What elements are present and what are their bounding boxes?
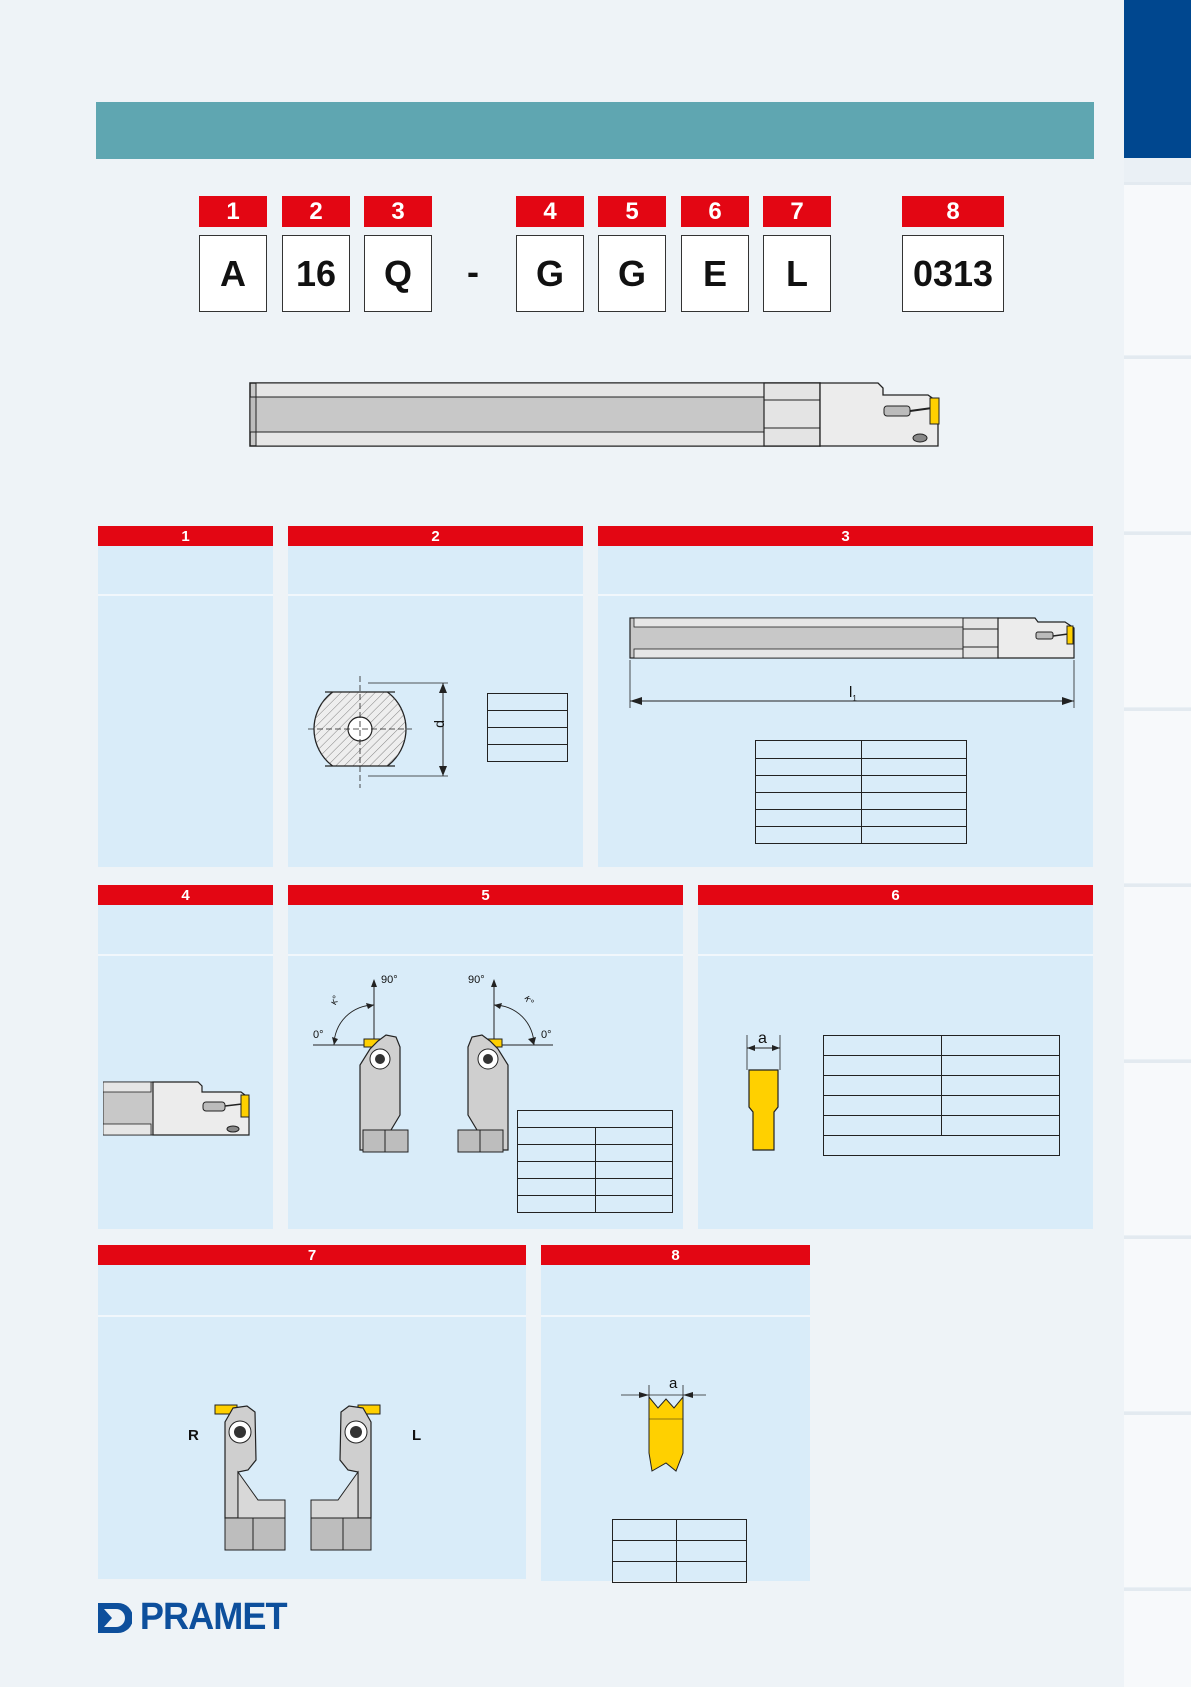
panel-5-divider <box>288 954 683 956</box>
code-value-7: L <box>763 235 831 312</box>
panel-1 <box>98 526 273 867</box>
tool-length-illustration <box>628 616 1088 716</box>
panel-6-table <box>823 1035 1060 1156</box>
code-value-8: 0313 <box>902 235 1004 312</box>
angle-90-left: 90° <box>381 974 398 986</box>
panel-1-divider <box>98 594 273 596</box>
angle-0-left: 0° <box>313 1029 324 1041</box>
side-tab[interactable] <box>1124 532 1191 707</box>
panel-6 <box>698 885 1093 1229</box>
panel-8-divider <box>541 1315 810 1317</box>
shank-cross-section <box>308 666 468 796</box>
label-right-hand: R <box>188 1427 199 1444</box>
hand-of-tool-diagram <box>213 1400 383 1555</box>
code-num-1: 1 <box>199 196 267 227</box>
panel-1-header: 1 <box>98 526 273 546</box>
side-tab[interactable] <box>1124 1588 1191 1687</box>
side-tab[interactable] <box>1124 884 1191 1059</box>
tool-head-detail <box>103 1080 263 1140</box>
code-value-4: G <box>516 235 584 312</box>
side-tab[interactable] <box>1124 1412 1191 1587</box>
dim-d-label: d <box>430 720 447 728</box>
panel-5 <box>288 885 683 1229</box>
panel-6-divider <box>698 954 1093 956</box>
code-num-3: 3 <box>364 196 432 227</box>
code-value-6: E <box>681 235 749 312</box>
panel-8-header: 8 <box>541 1245 810 1265</box>
panel-2-table <box>487 693 568 762</box>
panel-5-header: 5 <box>288 885 683 905</box>
panel-6-header: 6 <box>698 885 1093 905</box>
panel-3-table <box>755 740 967 844</box>
panel-7-divider <box>98 1315 526 1317</box>
code-num-7: 7 <box>763 196 831 227</box>
label-left-hand: L <box>412 1427 422 1444</box>
code-num-2: 2 <box>282 196 350 227</box>
code-value-1: A <box>199 235 267 312</box>
side-tab[interactable] <box>1124 356 1191 531</box>
side-tab[interactable] <box>1124 1060 1191 1235</box>
side-tab-active[interactable] <box>1124 0 1191 158</box>
pramet-logo <box>96 1596 290 1639</box>
groove-width-insert <box>743 1030 793 1155</box>
panel-7-header: 7 <box>98 1245 526 1265</box>
code-num-4: 4 <box>516 196 584 227</box>
panel-3-divider <box>598 594 1093 596</box>
panel-4 <box>98 885 273 1229</box>
panel-8-table <box>612 1519 747 1583</box>
insert-width-diagram <box>621 1383 721 1493</box>
code-num-5: 5 <box>598 196 666 227</box>
panel-5-table <box>517 1110 673 1213</box>
angle-0-right: 0° <box>541 1029 552 1041</box>
boring-bar-illustration <box>248 380 948 450</box>
panel-3-header: 3 <box>598 526 1093 546</box>
side-tab[interactable] <box>1124 182 1191 355</box>
dim-l1-label <box>849 684 857 703</box>
side-tab[interactable] <box>1124 1236 1191 1411</box>
panel-2 <box>288 526 583 867</box>
code-separator: - <box>467 251 479 292</box>
pramet-wordmark: PRAMET <box>139 1596 287 1638</box>
header-bar <box>96 102 1094 159</box>
side-tab[interactable] <box>1124 708 1191 883</box>
panel-8 <box>541 1245 810 1581</box>
panel-7 <box>98 1245 526 1579</box>
angle-90-right: 90° <box>468 974 485 986</box>
pramet-logo-icon <box>96 1600 132 1636</box>
dim-a-label-8: a <box>669 1375 678 1392</box>
code-num-8: 8 <box>902 196 1004 227</box>
code-value-5: G <box>598 235 666 312</box>
code-value-2: 16 <box>282 235 350 312</box>
code-num-6: 6 <box>681 196 749 227</box>
angle-k-right: κ° <box>521 993 536 1008</box>
dim-l1-letter: l <box>849 684 853 701</box>
angle-k-left: κ° <box>328 993 343 1008</box>
panel-2-header: 2 <box>288 526 583 546</box>
code-value-3: Q <box>364 235 432 312</box>
panel-3 <box>598 526 1093 867</box>
panel-4-header: 4 <box>98 885 273 905</box>
panel-4-divider <box>98 954 273 956</box>
dim-l1-subscript: 1 <box>852 694 857 703</box>
dim-a-label: a <box>758 1030 767 1047</box>
panel-2-divider <box>288 594 583 596</box>
